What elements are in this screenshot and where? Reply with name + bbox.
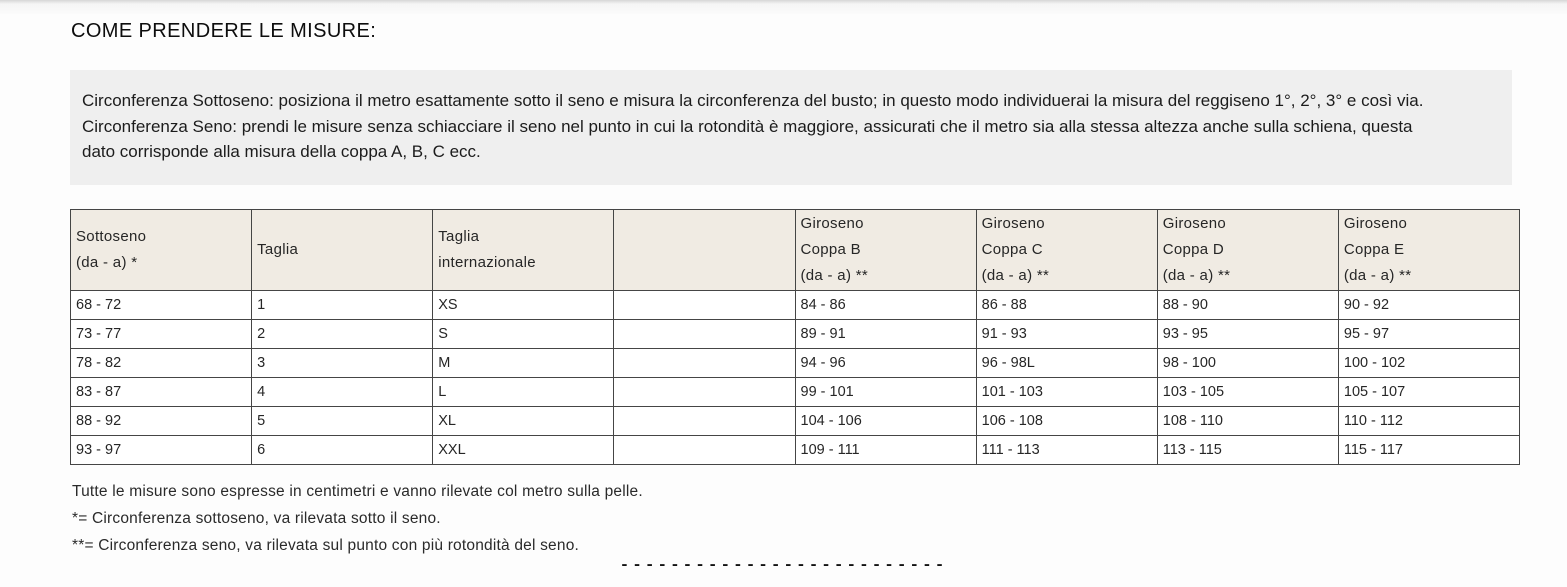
table-cell: 86 - 88 <box>976 291 1157 320</box>
table-cell: 3 <box>252 349 433 378</box>
table-cell <box>614 291 795 320</box>
table-cell: 113 - 115 <box>1157 436 1338 465</box>
table-cell: 68 - 72 <box>71 291 252 320</box>
table-cell: 93 - 97 <box>71 436 252 465</box>
column-header: Giroseno Coppa B (da - a) ** <box>795 210 976 291</box>
table-cell: XS <box>433 291 614 320</box>
table-cell: L <box>433 378 614 407</box>
column-header: Giroseno Coppa D (da - a) ** <box>1157 210 1338 291</box>
column-header <box>614 210 795 291</box>
table-cell: XL <box>433 407 614 436</box>
column-header: Giroseno Coppa E (da - a) ** <box>1338 210 1519 291</box>
table-cell <box>614 349 795 378</box>
table-cell: 98 - 100 <box>1157 349 1338 378</box>
table-row <box>71 436 1520 465</box>
table-cell: 100 - 102 <box>1338 349 1519 378</box>
size-table <box>70 209 1520 465</box>
table-cell: 115 - 117 <box>1338 436 1519 465</box>
table-cell: 5 <box>252 407 433 436</box>
table-cell: M <box>433 349 614 378</box>
table-cell: 101 - 103 <box>976 378 1157 407</box>
table-row <box>71 378 1520 407</box>
table-cell: 111 - 113 <box>976 436 1157 465</box>
table-cell <box>614 378 795 407</box>
table-cell: 88 - 92 <box>71 407 252 436</box>
column-header: Sottoseno (da - a) * <box>71 210 252 291</box>
footnote: *= Circonferenza sottoseno, va rilevata sotto il seno. <box>72 510 441 527</box>
table-cell: 6 <box>252 436 433 465</box>
table-cell: XXL <box>433 436 614 465</box>
size-table-body <box>71 291 1520 465</box>
table-cell: 106 - 108 <box>976 407 1157 436</box>
table-row <box>71 349 1520 378</box>
table-cell: 99 - 101 <box>795 378 976 407</box>
table-cell <box>614 320 795 349</box>
column-header: Giroseno Coppa C (da - a) ** <box>976 210 1157 291</box>
table-cell: 108 - 110 <box>1157 407 1338 436</box>
table-cell: 109 - 111 <box>795 436 976 465</box>
page-title: COME PRENDERE LE MISURE: <box>71 20 377 42</box>
footnote: **= Circonferenza seno, va rilevata sul punto con più rotondità del seno. <box>72 537 580 554</box>
table-cell: 105 - 107 <box>1338 378 1519 407</box>
table-cell: 78 - 82 <box>71 349 252 378</box>
table-cell: 94 - 96 <box>795 349 976 378</box>
header-row <box>71 210 1520 291</box>
size-table-head <box>71 210 1520 291</box>
table-cell: 83 - 87 <box>71 378 252 407</box>
table-cell: 4 <box>252 378 433 407</box>
table-cell: 73 - 77 <box>71 320 252 349</box>
table-cell: 96 - 98L <box>976 349 1157 378</box>
table-cell: 95 - 97 <box>1338 320 1519 349</box>
footnotes <box>72 478 643 559</box>
table-cell: 93 - 95 <box>1157 320 1338 349</box>
table-cell: S <box>433 320 614 349</box>
table-cell <box>614 436 795 465</box>
table-cell: 2 <box>252 320 433 349</box>
table-cell: 84 - 86 <box>795 291 976 320</box>
table-cell: 104 - 106 <box>795 407 976 436</box>
column-header: Taglia internazionale <box>433 210 614 291</box>
table-cell: 1 <box>252 291 433 320</box>
footnote: Tutte le misure sono espresse in centimetri e vanno rilevate col metro sulla pelle. <box>72 483 643 500</box>
intro-box <box>70 70 1512 185</box>
intro-line: Circonferenza Seno: prendi le misure senza schiacciare il seno nel punto in cui la rotondità è maggiore, assicurati che il metro sia alla stessa altezza anche sulla schiena, questa <box>82 116 1413 136</box>
column-header: Taglia <box>252 210 433 291</box>
table-row <box>71 320 1520 349</box>
dashed-divider: -------------------------- <box>619 556 948 574</box>
intro-line: dato corrisponde alla misura della coppa A, B, C ecc. <box>82 142 481 161</box>
table-cell: 103 - 105 <box>1157 378 1338 407</box>
table-cell: 91 - 93 <box>976 320 1157 349</box>
table-cell <box>614 407 795 436</box>
table-cell: 89 - 91 <box>795 320 976 349</box>
table-row <box>71 407 1520 436</box>
table-row <box>71 291 1520 320</box>
table-cell: 110 - 112 <box>1338 407 1519 436</box>
intro-line: Circonferenza Sottoseno: posiziona il metro esattamente sotto il seno e misura la circonferenza del busto; in questo modo individuerai la misura del reggiseno 1°, 2°, 3° e così via. <box>82 91 1424 110</box>
table-cell: 90 - 92 <box>1338 291 1519 320</box>
top-divider <box>0 0 1567 14</box>
table-cell: 88 - 90 <box>1157 291 1338 320</box>
